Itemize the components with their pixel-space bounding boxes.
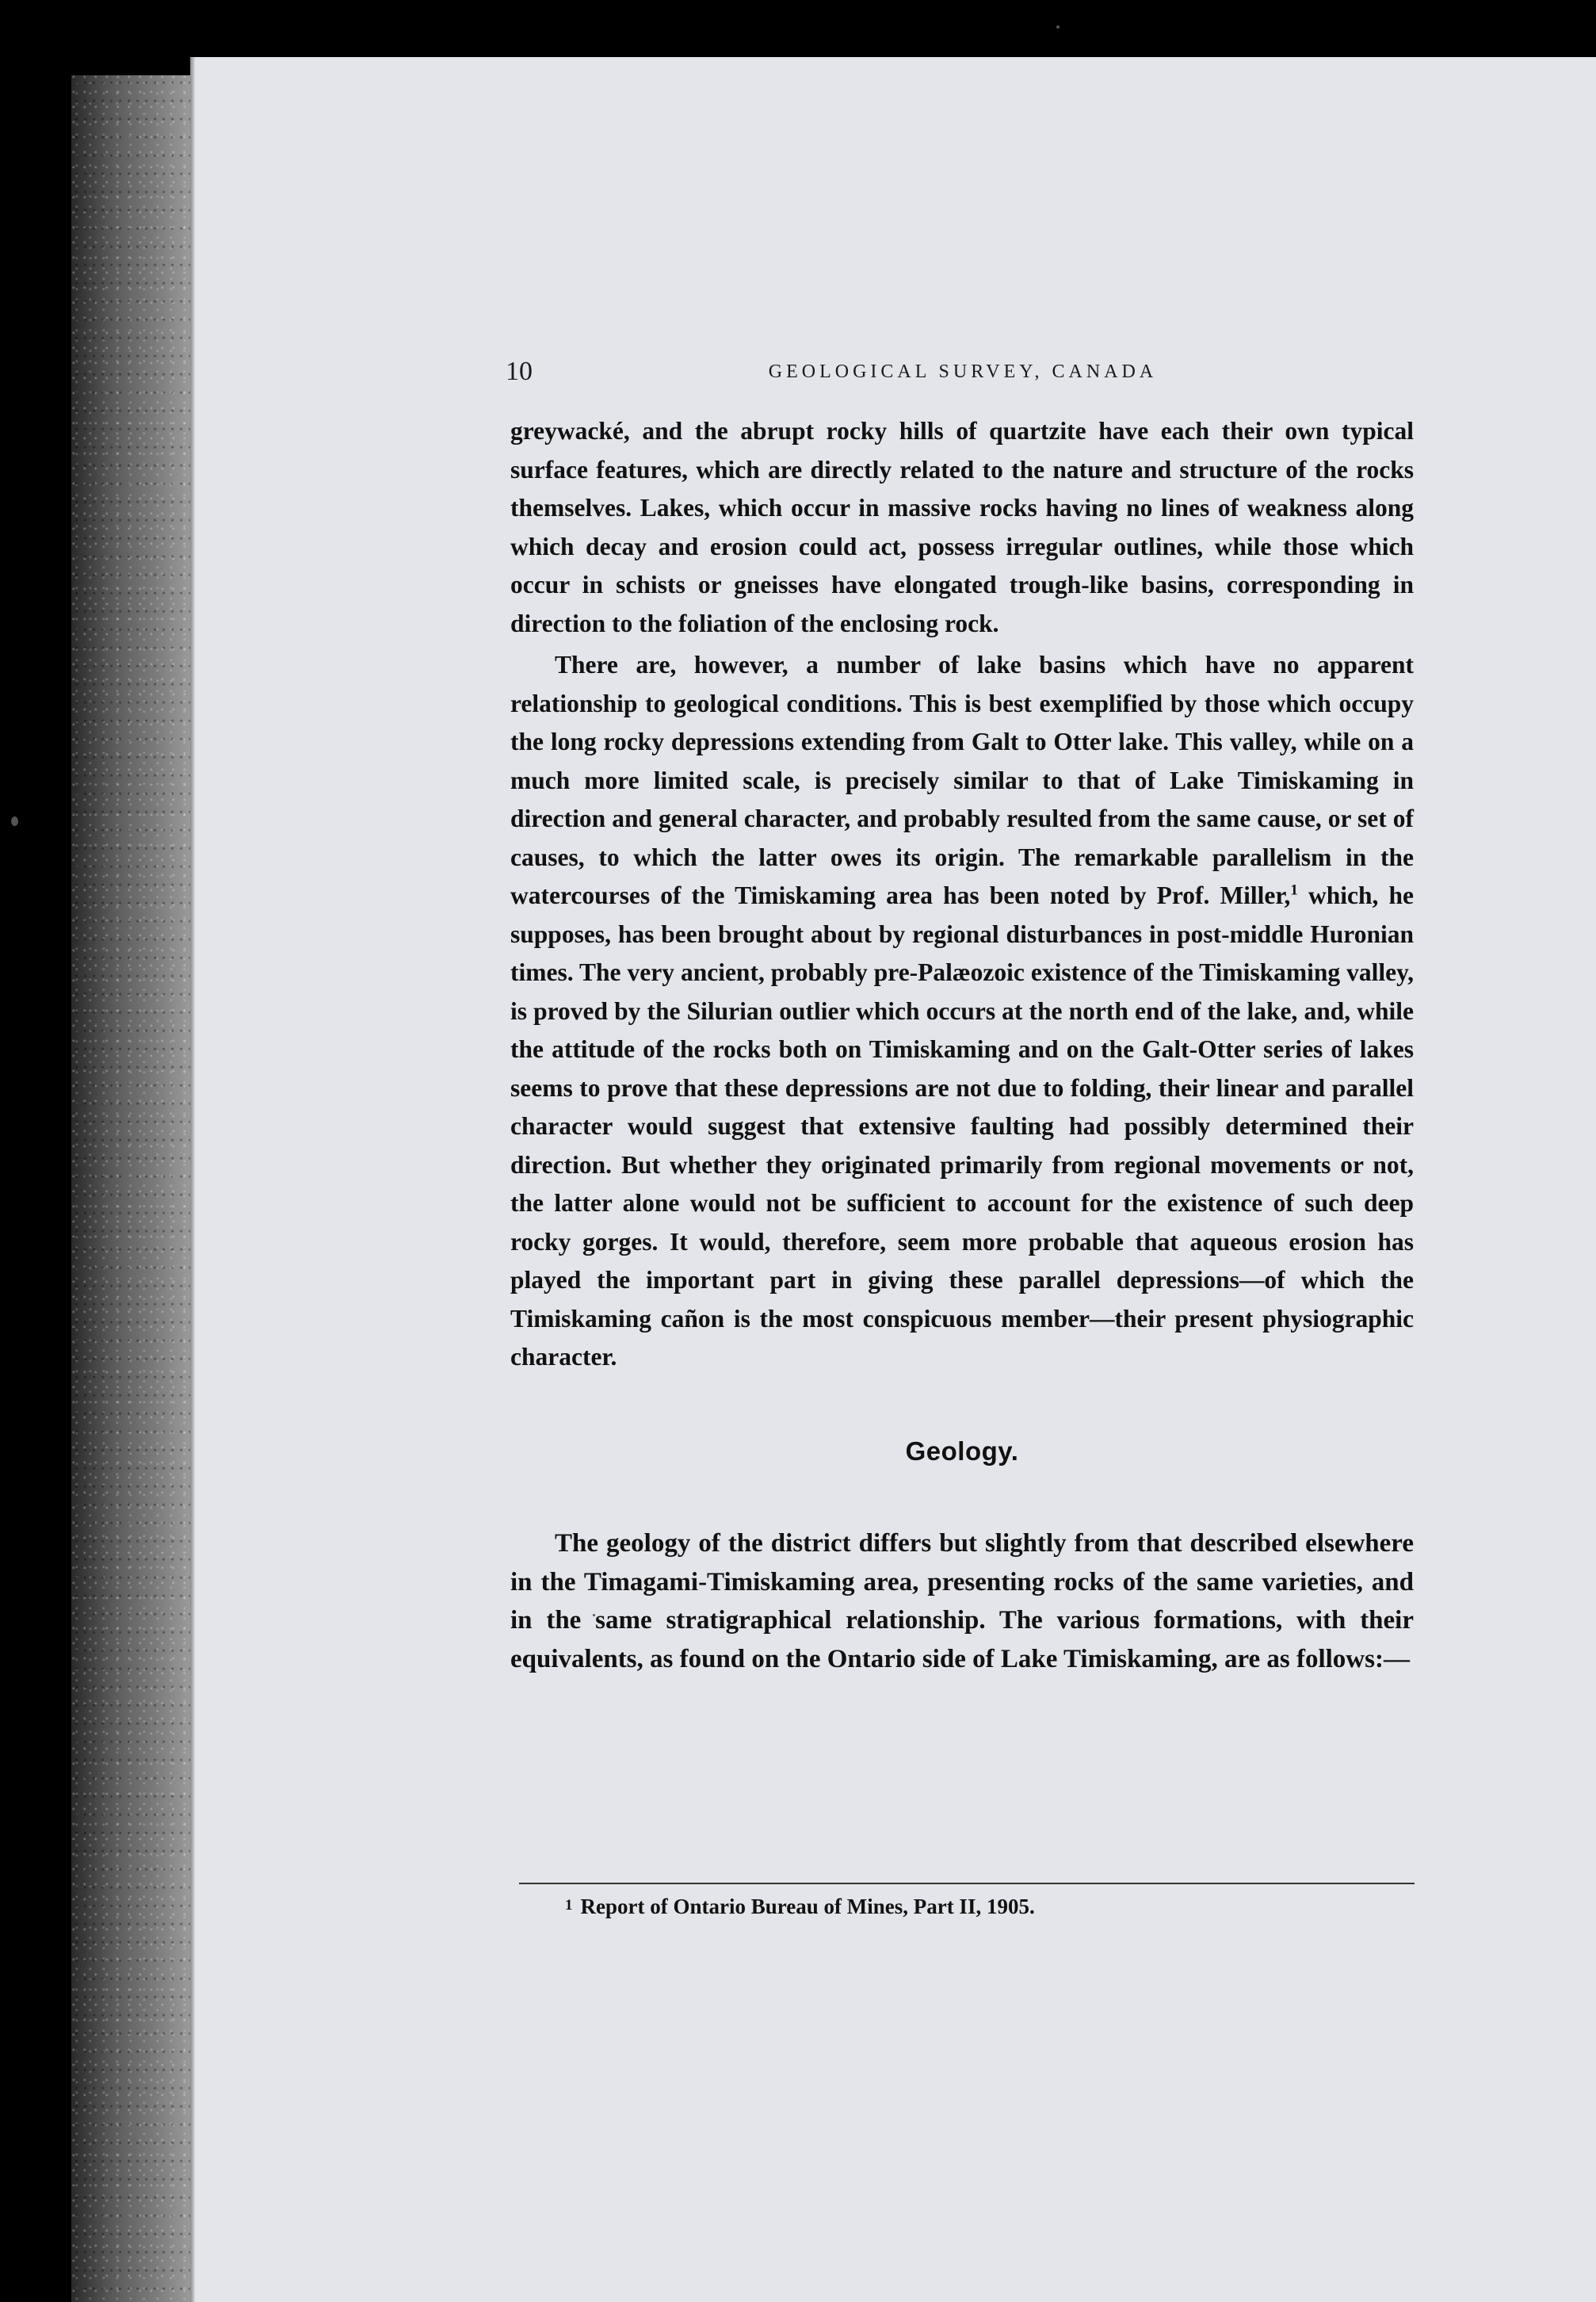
footnote-reference: 1 xyxy=(1290,881,1298,899)
body-paragraph: The geology of the district differs but slightly from that described elsewhere in the Timagami-Timiskaming area, presenting rocks of the same varieties, and in the same stratigraphical relationship. The various formations, with their equivalents, as found on the Ontario side of Lake Timiskaming, are as follows:— xyxy=(510,1529,1414,1673)
page-fold-shadow xyxy=(190,57,195,2302)
main-text xyxy=(510,412,1414,1678)
running-title: GEOLOGICAL SURVEY, CANADA xyxy=(768,361,1158,382)
footnote-mark: 1 xyxy=(565,1897,573,1914)
body-paragraph: greywacké, and the abrupt rocky hills of quartzite have each their own typical surface features, which are directly related to the nature and structure of the rocks themselves. Lakes, which occur in massive rocks having no lines of weakness along which decay and erosion could act, possess irregular outlines, while those which occur in schists or gneisses have elongated trough-like basins, corresponding in direction to the foliation of the enclosing rock. xyxy=(510,417,1414,637)
footnote-rule xyxy=(519,1883,1415,1884)
paragraph-text: There are, however, a number of lake basins which have no apparent relationship to geological conditions. This is best exemplified by those which occupy the long rocky depressions extending from Galt to Otter lake. This valley, while on a much more limited scale, is precisely similar to that of Lake Timiskaming in direction and general character, and probably resulted from the same cause, or set of causes, to which the latter owes its origin. The remarkable parallelism in the watercourses of the Timiskaming area has been noted by Prof. Miller, xyxy=(510,651,1414,909)
book-binding-edge xyxy=(71,75,190,2302)
page-number: 10 xyxy=(506,357,533,386)
footnote-text: Report of Ontario Bureau of Mines, Part II, 1905. xyxy=(580,1895,1035,1918)
section-heading: Geology. xyxy=(905,1436,1019,1466)
ink-speck xyxy=(11,816,18,826)
running-header xyxy=(506,357,1420,396)
footnote xyxy=(565,1895,1035,1919)
paragraph-text: which, he supposes, has been brought about by regional disturbances in post-middle Huronian times. The very ancient, probably pre-Palæozoic existence of the Timiskaming valley, is proved by the Silurian outlier which occurs at the north end of the lake, and, while the attitude of the rocks both on Timiskaming and on the Galt-Otter series of lakes seems to prove that these depressions are not due to folding, their linear and parallel character would suggest that extensive faulting had possibly determined their direction. But whether they originated primarily from regional movements or not, the latter alone would not be sufficient to account for the existence of such deep rocky gorges. It would, therefore, seem more probable that aqueous erosion has played the important part in giving these parallel depressions—of which the Timiskaming cañon is the most conspicuous member—their present physiographic character. xyxy=(510,881,1414,1371)
ink-speck xyxy=(1056,25,1060,29)
body-paragraph xyxy=(510,646,1414,1377)
